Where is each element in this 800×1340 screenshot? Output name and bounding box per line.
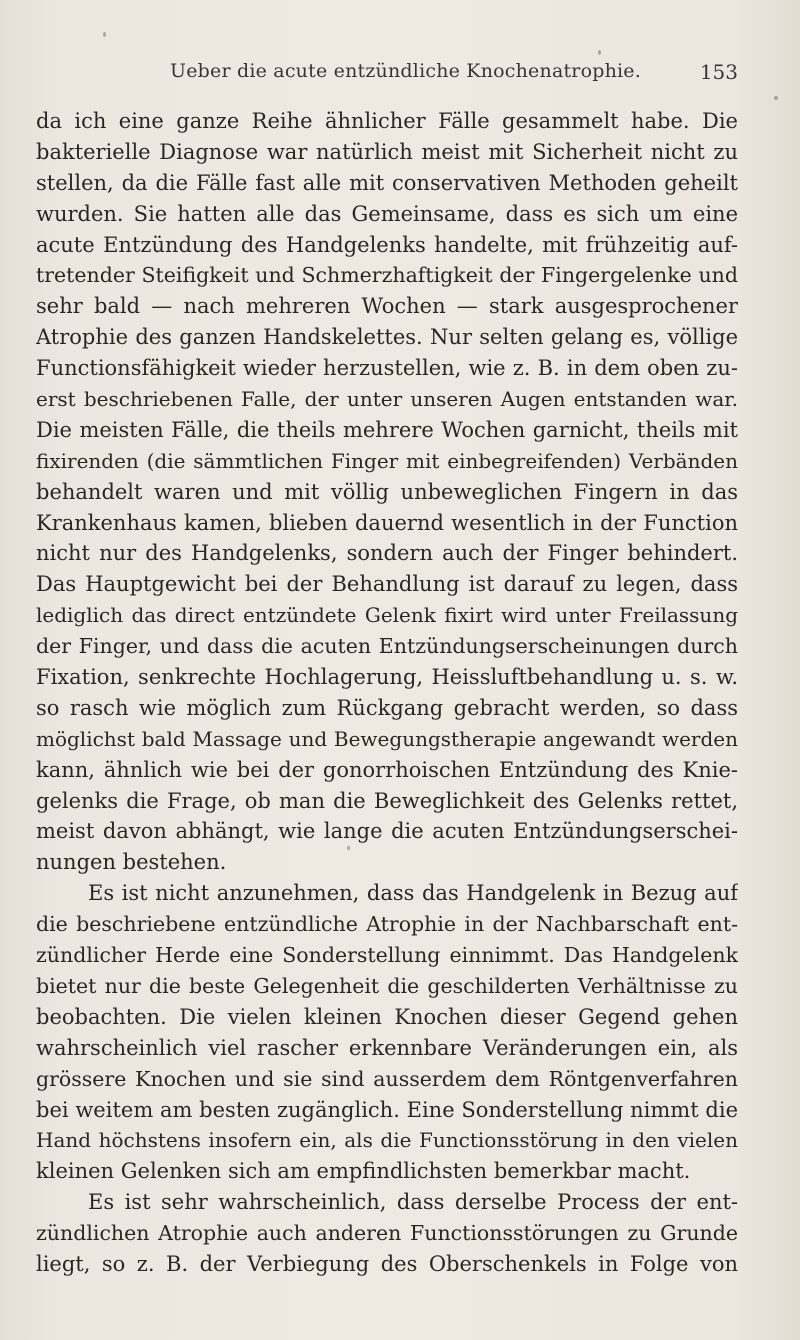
text-line: möglichst bald Massage und Bewegungstherapie angewandt werden — [36, 726, 738, 751]
text-line: nicht nur des Handgelenks, sondern auch der Finger behindert. — [36, 541, 738, 566]
text-line: Fixation, senkrechte Hochlagerung, Heissluftbehandlung u. s. w. — [36, 665, 738, 690]
paragraph-end-line: kleinen Gelenken sich am empfindlichsten bemerkbar macht. — [36, 1159, 691, 1184]
text-line: Das Hauptgewicht bei der Behandlung ist darauf zu legen, dass — [36, 572, 738, 597]
text-line: liegt, so z. B. der Verbiegung des Oberschenkels in Folge von — [36, 1251, 738, 1276]
paper-speck — [347, 846, 350, 850]
text-line: grössere Knochen und sie sind ausserdem dem Röntgenverfahren — [36, 1066, 738, 1091]
text-line: sehr bald — nach mehreren Wochen — stark ausgesprochener — [36, 294, 738, 319]
text-line: zündlicher Herde eine Sonderstellung einnimmt. Das Handgelenk — [36, 943, 738, 968]
text-line: da ich eine ganze Reihe ähnlicher Fälle gesammelt habe. Die — [36, 109, 738, 133]
text-line: Functionsfähigkeit wieder herzustellen, wie z. B. in dem oben zu- — [36, 356, 738, 381]
paper-speck — [774, 96, 778, 100]
running-title: Ueber die acute entzündliche Knochenatrophie. — [170, 60, 641, 82]
paragraph-end-line: nungen bestehen. — [36, 850, 227, 875]
text-line: fixirenden (die sämmtlichen Finger mit einbegreifenden) Verbänden — [36, 448, 738, 473]
text-line: die beschriebene entzündliche Atrophie in der Nachbarschaft ent- — [36, 912, 738, 937]
text-line: bei weitem am besten zugänglich. Eine Sonderstellung nimmt die — [36, 1097, 738, 1122]
paragraph-start-line: Es ist nicht anzunehmen, dass das Handgelenk in Bezug auf — [88, 881, 738, 906]
text-line: Atrophie des ganzen Handskelettes. Nur selten gelang es, völlige — [36, 325, 738, 350]
text-line: der Finger, und dass die acuten Entzündungserscheinungen durch — [36, 634, 738, 659]
text-line: zündlichen Atrophie auch anderen Functionsstörungen zu Grunde — [36, 1221, 738, 1246]
text-line: kann, ähnlich wie bei der gonorrhoischen Entzündung des Knie- — [36, 757, 738, 782]
text-line: bietet nur die beste Gelegenheit die geschilderten Verhältnisse zu — [36, 973, 738, 998]
text-line: wurden. Sie hatten alle das Gemeinsame, dass es sich um eine — [36, 201, 738, 226]
text-line: stellen, da die Fälle fast alle mit conservativen Methoden geheilt — [36, 170, 738, 195]
paper-speck — [598, 50, 601, 55]
text-line: tretender Steifigkeit und Schmerzhaftigkeit der Fingergelenke und — [36, 263, 738, 288]
text-line: so rasch wie möglich zum Rückgang gebracht werden, so dass — [36, 695, 738, 720]
text-line: erst beschriebenen Falle, der unter unseren Augen entstanden war. — [36, 387, 738, 412]
text-line: Krankenhaus kamen, blieben dauernd wesentlich in der Function — [36, 510, 738, 535]
text-line: beobachten. Die vielen kleinen Knochen dieser Gegend gehen — [36, 1004, 738, 1029]
text-line: meist davon abhängt, wie lange die acuten Entzündungserschei- — [36, 819, 738, 844]
text-line: bakterielle Diagnose war natürlich meist mit Sicherheit nicht zu — [36, 139, 738, 164]
text-line: behandelt waren und mit völlig unbeweglichen Fingern in das — [36, 479, 738, 504]
text-line: lediglich das direct entzündete Gelenk fixirt wird unter Freilassung — [36, 603, 738, 628]
text-line: Hand höchstens insofern ein, als die Functionsstörung in den vielen — [36, 1128, 738, 1153]
text-line: gelenks die Frage, ob man die Beweglichkeit des Gelenks rettet, — [36, 788, 738, 813]
text-line: acute Entzündung des Handgelenks handelte, mit frühzeitig auf- — [36, 232, 738, 257]
page-header — [36, 60, 738, 86]
page-number: 153 — [699, 60, 738, 84]
text-line: wahrscheinlich viel rascher erkennbare Veränderungen ein, als — [36, 1035, 738, 1060]
paper-speck — [103, 32, 106, 37]
paragraph-start-line: Es ist sehr wahrscheinlich, dass derselbe Process der ent- — [88, 1190, 738, 1215]
text-line: Die meisten Fälle, die theils mehrere Wochen garnicht, theils mit — [36, 417, 738, 442]
body-text — [36, 106, 738, 1280]
